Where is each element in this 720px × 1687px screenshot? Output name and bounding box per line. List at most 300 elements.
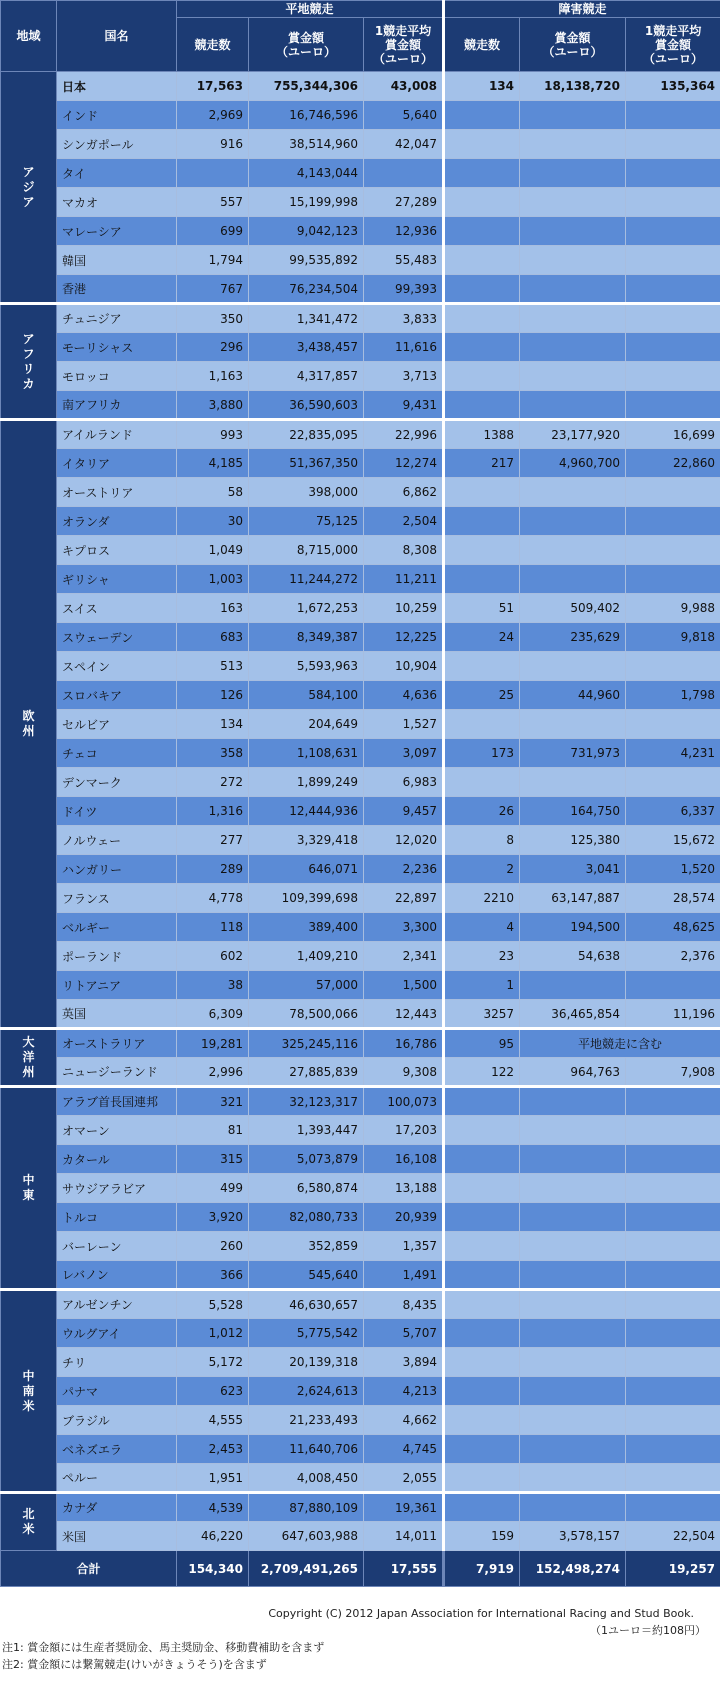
flat-races: 58 [177, 478, 249, 507]
jump-prize: 125,380 [520, 826, 626, 855]
table-row [1, 507, 720, 536]
flat-prize: 2,624,613 [249, 1377, 364, 1406]
table-row [1, 1290, 720, 1319]
flat-avg: 43,008 [364, 72, 444, 101]
flat-avg: 4,213 [364, 1377, 444, 1406]
flat-avg: 2,341 [364, 942, 444, 971]
flat-races: 46,220 [177, 1522, 249, 1551]
flat-races: 4,555 [177, 1406, 249, 1435]
country-name: サウジアラビア [57, 1174, 177, 1203]
jump-races [444, 507, 520, 536]
jump-prize [520, 652, 626, 681]
table-row [1, 971, 720, 1000]
jump-races: 26 [444, 797, 520, 826]
jump-prize [520, 1145, 626, 1174]
flat-races: 30 [177, 507, 249, 536]
flat-prize: 27,885,839 [249, 1058, 364, 1087]
flat-races: 4,539 [177, 1493, 249, 1522]
jump-prize [520, 333, 626, 362]
header-flat-prize: 賞金額 （ユーロ） [249, 18, 364, 72]
flat-avg: 3,833 [364, 304, 444, 333]
flat-avg: 20,939 [364, 1203, 444, 1232]
jump-prize [520, 971, 626, 1000]
note-2: 注2: 賞金額には繋駕競走(けいがきょうそう)を含まず [2, 1658, 267, 1671]
table-row [1, 536, 720, 565]
jump-races [444, 217, 520, 246]
flat-prize: 99,535,892 [249, 246, 364, 275]
jump-prize: 54,638 [520, 942, 626, 971]
jump-races [444, 159, 520, 188]
flat-avg: 2,236 [364, 855, 444, 884]
jump-avg [626, 159, 720, 188]
flat-prize: 4,143,044 [249, 159, 364, 188]
jump-races [444, 1464, 520, 1493]
jump-prize [520, 768, 626, 797]
jump-races [444, 1145, 520, 1174]
jump-races: 95 [444, 1029, 520, 1058]
table-row [1, 768, 720, 797]
jump-prize: 731,973 [520, 739, 626, 768]
flat-avg: 2,504 [364, 507, 444, 536]
flat-prize: 11,244,272 [249, 565, 364, 594]
flat-avg: 12,274 [364, 449, 444, 478]
jump-avg [626, 478, 720, 507]
exchange-rate-note: （1ユーロ＝約108円） [590, 1624, 706, 1637]
jump-avg [626, 333, 720, 362]
table-row [1, 1493, 720, 1522]
jump-avg [626, 652, 720, 681]
flat-prize: 4,317,857 [249, 362, 364, 391]
flat-races: 289 [177, 855, 249, 884]
flat-prize: 75,125 [249, 507, 364, 536]
jump-prize [520, 565, 626, 594]
flat-prize: 1,393,447 [249, 1116, 364, 1145]
flat-races: 5,528 [177, 1290, 249, 1319]
flat-races: 81 [177, 1116, 249, 1145]
jump-prize: 63,147,887 [520, 884, 626, 913]
jump-avg [626, 101, 720, 130]
country-name: オーストラリア [57, 1029, 177, 1058]
flat-avg: 1,527 [364, 710, 444, 739]
flat-prize: 21,233,493 [249, 1406, 364, 1435]
table-row [1, 594, 720, 623]
table-row [1, 826, 720, 855]
jump-avg [626, 768, 720, 797]
jump-prize [520, 217, 626, 246]
jump-avg [626, 1203, 720, 1232]
jump-races: 122 [444, 1058, 520, 1087]
jump-avg [626, 1261, 720, 1290]
jump-races: 2210 [444, 884, 520, 913]
table-row [1, 1145, 720, 1174]
country-name: スイス [57, 594, 177, 623]
country-name: スロバキア [57, 681, 177, 710]
flat-avg: 3,300 [364, 913, 444, 942]
flat-avg: 99,393 [364, 275, 444, 304]
jump-prize [520, 391, 626, 420]
jump-prize: 194,500 [520, 913, 626, 942]
header-jump-races: 競走数 [444, 18, 520, 72]
flat-avg: 1,491 [364, 1261, 444, 1290]
country-name: スウェーデン [57, 623, 177, 652]
country-name: ドイツ [57, 797, 177, 826]
jump-prize: 235,629 [520, 623, 626, 652]
jump-avg: 135,364 [626, 72, 720, 101]
flat-avg: 11,211 [364, 565, 444, 594]
flat-avg: 22,996 [364, 420, 444, 449]
country-name: レバノン [57, 1261, 177, 1290]
jump-races [444, 536, 520, 565]
flat-prize: 1,899,249 [249, 768, 364, 797]
jump-prize [520, 246, 626, 275]
flat-prize: 398,000 [249, 478, 364, 507]
jump-avg [626, 246, 720, 275]
flat-races: 126 [177, 681, 249, 710]
country-name: バーレーン [57, 1232, 177, 1261]
jump-prize [520, 1116, 626, 1145]
jump-races: 134 [444, 72, 520, 101]
table-row [1, 275, 720, 304]
table-row [1, 188, 720, 217]
flat-races: 3,880 [177, 391, 249, 420]
flat-races: 315 [177, 1145, 249, 1174]
jump-races [444, 130, 520, 159]
jump-races [444, 1435, 520, 1464]
jump-races [444, 652, 520, 681]
flat-avg: 13,188 [364, 1174, 444, 1203]
jump-prize [520, 275, 626, 304]
flat-prize: 15,199,998 [249, 188, 364, 217]
jump-prize [520, 1232, 626, 1261]
flat-avg: 16,786 [364, 1029, 444, 1058]
jump-avg [626, 1290, 720, 1319]
jump-races [444, 710, 520, 739]
country-name: フランス [57, 884, 177, 913]
flat-races: 623 [177, 1377, 249, 1406]
flat-races: 4,778 [177, 884, 249, 913]
flat-prize: 12,444,936 [249, 797, 364, 826]
flat-avg: 8,308 [364, 536, 444, 565]
flat-avg: 4,662 [364, 1406, 444, 1435]
jump-prize [520, 130, 626, 159]
jump-races: 4 [444, 913, 520, 942]
table-row [1, 304, 720, 333]
jump-races [444, 1406, 520, 1435]
header-flat-avg: 1競走平均 賞金額 （ユーロ） [364, 18, 444, 72]
country-name: トルコ [57, 1203, 177, 1232]
flat-prize: 16,746,596 [249, 101, 364, 130]
flat-races: 296 [177, 333, 249, 362]
region-label: 北 米 [1, 1493, 57, 1551]
jump-prize: 164,750 [520, 797, 626, 826]
table-row [1, 623, 720, 652]
jump-races [444, 1116, 520, 1145]
flat-prize: 8,715,000 [249, 536, 364, 565]
flat-prize: 32,123,317 [249, 1087, 364, 1116]
flat-races: 1,794 [177, 246, 249, 275]
jump-races [444, 478, 520, 507]
flat-races: 350 [177, 304, 249, 333]
jump-prize [520, 1203, 626, 1232]
jump-avg: 6,337 [626, 797, 720, 826]
country-name: ニュージーランド [57, 1058, 177, 1087]
jump-avg: 11,196 [626, 1000, 720, 1029]
jump-avg [626, 1377, 720, 1406]
jump-avg: 22,860 [626, 449, 720, 478]
jump-prize [520, 1464, 626, 1493]
header-flat-racing: 平地競走 [177, 1, 444, 18]
jump-avg: 28,574 [626, 884, 720, 913]
flat-races: 6,309 [177, 1000, 249, 1029]
flat-races: 19,281 [177, 1029, 249, 1058]
country-name: ハンガリー [57, 855, 177, 884]
flat-avg: 100,073 [364, 1087, 444, 1116]
jump-races: 24 [444, 623, 520, 652]
flat-avg: 12,443 [364, 1000, 444, 1029]
flat-prize: 8,349,387 [249, 623, 364, 652]
flat-prize: 1,108,631 [249, 739, 364, 768]
country-name: ブラジル [57, 1406, 177, 1435]
country-name: シンガポール [57, 130, 177, 159]
jump-avg: 16,699 [626, 420, 720, 449]
flat-races: 1,316 [177, 797, 249, 826]
jump-prize: 509,402 [520, 594, 626, 623]
jump-prize [520, 1319, 626, 1348]
region-label: ア ジ ア [1, 72, 57, 304]
flat-avg: 9,457 [364, 797, 444, 826]
jump-races [444, 304, 520, 333]
flat-avg: 3,097 [364, 739, 444, 768]
jump-races: 217 [444, 449, 520, 478]
country-name: モーリシャス [57, 333, 177, 362]
flat-prize: 204,649 [249, 710, 364, 739]
jump-races: 8 [444, 826, 520, 855]
flat-prize: 78,500,066 [249, 1000, 364, 1029]
total-row [1, 1551, 720, 1587]
jump-avg: 1,798 [626, 681, 720, 710]
flat-avg: 27,289 [364, 188, 444, 217]
jump-races [444, 391, 520, 420]
flat-prize: 1,341,472 [249, 304, 364, 333]
jump-avg: 2,376 [626, 942, 720, 971]
country-name: 韓国 [57, 246, 177, 275]
flat-prize: 109,399,698 [249, 884, 364, 913]
jump-avg [626, 1493, 720, 1522]
total-flat-avg: 17,555 [364, 1551, 444, 1587]
flat-avg: 10,259 [364, 594, 444, 623]
flat-prize: 20,139,318 [249, 1348, 364, 1377]
country-name: ノルウェー [57, 826, 177, 855]
jump-races [444, 1493, 520, 1522]
jump-prize [520, 478, 626, 507]
country-name: インド [57, 101, 177, 130]
country-name: 英国 [57, 1000, 177, 1029]
table-row [1, 913, 720, 942]
flat-avg: 6,983 [364, 768, 444, 797]
flat-prize: 51,367,350 [249, 449, 364, 478]
header-region: 地域 [1, 1, 57, 72]
region-label: 欧 州 [1, 420, 57, 1029]
jump-prize: 964,763 [520, 1058, 626, 1087]
country-name: ウルグアイ [57, 1319, 177, 1348]
flat-prize: 5,593,963 [249, 652, 364, 681]
country-name: 南アフリカ [57, 391, 177, 420]
flat-races: 277 [177, 826, 249, 855]
flat-prize: 3,329,418 [249, 826, 364, 855]
jump-avg [626, 1145, 720, 1174]
jump-prize [520, 101, 626, 130]
flat-avg: 42,047 [364, 130, 444, 159]
flat-prize: 22,835,095 [249, 420, 364, 449]
table-row [1, 391, 720, 420]
flat-prize: 1,672,253 [249, 594, 364, 623]
flat-avg: 8,435 [364, 1290, 444, 1319]
flat-races: 499 [177, 1174, 249, 1203]
jump-races [444, 1087, 520, 1116]
table-body [1, 72, 720, 1551]
table-row [1, 565, 720, 594]
country-name: 香港 [57, 275, 177, 304]
flat-races: 366 [177, 1261, 249, 1290]
flat-prize: 9,042,123 [249, 217, 364, 246]
flat-races: 916 [177, 130, 249, 159]
jump-prize: 23,177,920 [520, 420, 626, 449]
jump-races: 51 [444, 594, 520, 623]
total-flat-races: 154,340 [177, 1551, 249, 1587]
jump-avg [626, 130, 720, 159]
flat-avg: 12,020 [364, 826, 444, 855]
jump-prize [520, 304, 626, 333]
jump-avg [626, 1232, 720, 1261]
jump-prize: 18,138,720 [520, 72, 626, 101]
flat-races: 513 [177, 652, 249, 681]
jump-prize [520, 1087, 626, 1116]
flat-avg: 22,897 [364, 884, 444, 913]
jump-races [444, 333, 520, 362]
flat-races: 358 [177, 739, 249, 768]
flat-prize: 38,514,960 [249, 130, 364, 159]
country-name: スペイン [57, 652, 177, 681]
flat-prize: 11,640,706 [249, 1435, 364, 1464]
flat-prize: 584,100 [249, 681, 364, 710]
total-label: 合計 [1, 1551, 177, 1587]
flat-races: 260 [177, 1232, 249, 1261]
flat-races: 38 [177, 971, 249, 1000]
table-row [1, 1435, 720, 1464]
flat-races: 1,951 [177, 1464, 249, 1493]
flat-avg: 9,308 [364, 1058, 444, 1087]
header-jump-avg: 1競走平均 賞金額 （ユーロ） [626, 18, 720, 72]
flat-races [177, 159, 249, 188]
jump-prize [520, 1174, 626, 1203]
country-name: タイ [57, 159, 177, 188]
country-name: オーストリア [57, 478, 177, 507]
jump-races [444, 1290, 520, 1319]
country-name: モロッコ [57, 362, 177, 391]
header-jump-prize: 賞金額 （ユーロ） [520, 18, 626, 72]
table-row [1, 681, 720, 710]
country-name: イタリア [57, 449, 177, 478]
country-name: アイルランド [57, 420, 177, 449]
table-row [1, 739, 720, 768]
flat-prize: 87,880,109 [249, 1493, 364, 1522]
table-row [1, 1232, 720, 1261]
flat-races: 2,969 [177, 101, 249, 130]
table-row [1, 72, 720, 101]
flat-races: 272 [177, 768, 249, 797]
jump-note: 平地競走に含む [520, 1029, 720, 1058]
jump-races [444, 768, 520, 797]
jump-races: 159 [444, 1522, 520, 1551]
flat-avg: 9,431 [364, 391, 444, 420]
flat-races: 1,003 [177, 565, 249, 594]
flat-races: 2,996 [177, 1058, 249, 1087]
table-row [1, 1203, 720, 1232]
jump-prize: 4,960,700 [520, 449, 626, 478]
jump-avg: 4,231 [626, 739, 720, 768]
jump-avg [626, 1174, 720, 1203]
jump-races [444, 1203, 520, 1232]
jump-avg [626, 710, 720, 739]
jump-races [444, 362, 520, 391]
region-label: 中 南 米 [1, 1290, 57, 1493]
table-row [1, 101, 720, 130]
flat-races: 767 [177, 275, 249, 304]
country-name: オマーン [57, 1116, 177, 1145]
flat-prize: 76,234,504 [249, 275, 364, 304]
table-row [1, 217, 720, 246]
flat-races: 321 [177, 1087, 249, 1116]
jump-avg: 9,818 [626, 623, 720, 652]
flat-prize: 46,630,657 [249, 1290, 364, 1319]
flat-prize: 36,590,603 [249, 391, 364, 420]
copyright-text: Copyright (C) 2012 Japan Association for International Racing and Stud Book. [268, 1607, 694, 1620]
table-row [1, 159, 720, 188]
flat-prize: 4,008,450 [249, 1464, 364, 1493]
jump-prize [520, 1290, 626, 1319]
country-name: マレーシア [57, 217, 177, 246]
jump-avg [626, 1406, 720, 1435]
country-name: アラブ首長国連邦 [57, 1087, 177, 1116]
jump-races [444, 101, 520, 130]
jump-prize: 36,465,854 [520, 1000, 626, 1029]
table-row [1, 420, 720, 449]
country-name: カタール [57, 1145, 177, 1174]
flat-races: 1,049 [177, 536, 249, 565]
flat-avg: 10,904 [364, 652, 444, 681]
flat-races: 3,920 [177, 1203, 249, 1232]
flat-prize: 545,640 [249, 1261, 364, 1290]
jump-races [444, 1319, 520, 1348]
header-jump-racing: 障害競走 [444, 1, 720, 18]
flat-avg: 19,361 [364, 1493, 444, 1522]
country-name: リトアニア [57, 971, 177, 1000]
flat-races: 2,453 [177, 1435, 249, 1464]
flat-prize: 352,859 [249, 1232, 364, 1261]
jump-races [444, 275, 520, 304]
jump-avg [626, 1464, 720, 1493]
jump-avg: 1,520 [626, 855, 720, 884]
jump-races [444, 246, 520, 275]
flat-races: 1,012 [177, 1319, 249, 1348]
jump-avg [626, 362, 720, 391]
flat-races: 17,563 [177, 72, 249, 101]
flat-prize: 389,400 [249, 913, 364, 942]
jump-races: 23 [444, 942, 520, 971]
table-row [1, 1029, 720, 1058]
table-row [1, 855, 720, 884]
flat-avg: 14,011 [364, 1522, 444, 1551]
